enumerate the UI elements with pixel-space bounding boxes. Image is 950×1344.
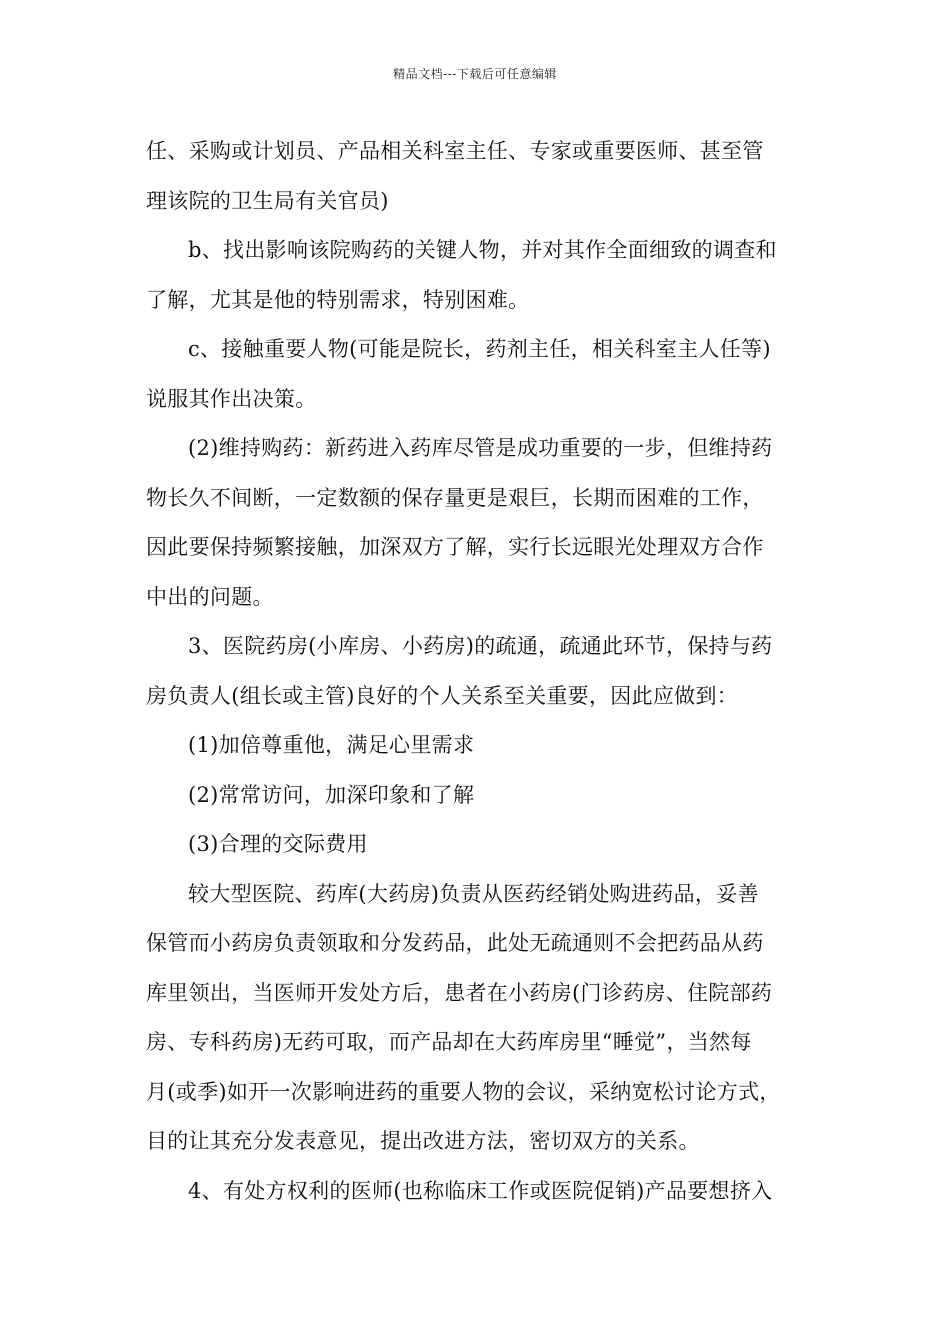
text-line: (3)合理的交际费用 [188, 832, 368, 856]
text-line: (2)维持购药：新药进入药库尽管是成功重要的一步，但维持药 [188, 436, 773, 460]
text-line: 保管而小药房负责领取和分发药品，此处无疏通则不会把药品从药 [146, 931, 764, 955]
text-line: 4、有处方权利的医师(也称临床工作或医院促销)产品要想挤入 [188, 1178, 773, 1203]
document-body [146, 127, 812, 1216]
text-line: 目的让其充分发表意见，提出改进方法，密切双方的关系。 [146, 1129, 700, 1153]
text-line: 房负责人(组长或主管)良好的个人关系至关重要，因此应做到： [146, 683, 739, 708]
text-line: (1)加倍尊重他，满足心里需求 [188, 733, 475, 757]
text-line: 理该院的卫生局有关官员) [146, 188, 389, 213]
text-line: b、找出影响该院购药的关键人物，并对其作全面细致的调查和 [188, 238, 777, 262]
text-line: 任、采购或计划员、产品相关科室主任、专家或重要医师、甚至管 [146, 139, 764, 163]
text-line: 3、医院药房(小库房、小药房)的疏通，疏通此环节，保持与药 [188, 634, 773, 658]
page-header: 精品文档---下载后可任意编辑 [393, 67, 557, 81]
text-line: 物长久不间断，一定数额的保存量更是艰巨，长期而困难的工作， [146, 485, 764, 510]
text-line: c、接触重要人物(可能是院长，药剂主任，相关科室主人任等) [188, 337, 771, 361]
text-line: (2)常常访问，加深印象和了解 [188, 782, 475, 807]
text-line: 库里领出，当医师开发处方后，患者在小药房(门诊药房、住院部药 [146, 980, 773, 1005]
text-line: 了解，尤其是他的特别需求，特别困难。 [146, 287, 530, 312]
text-line: 因此要保持频繁接触，加深双方了解，实行长远眼光处理双方合作 [146, 535, 764, 559]
text-line: 说服其作出决策。 [146, 386, 317, 411]
text-line: 房、专科药房)无药可取，而产品却在大药库房里“睡觉”，当然每 [146, 1030, 752, 1054]
text-line: 月(或季)如开一次影响进药的重要人物的会议，采纳宽松讨论方式， [146, 1079, 781, 1104]
text-line: 较大型医院、药库(大药房)负责从医药经销处购进药品，妥善 [188, 881, 759, 906]
text-line: 中出的问题。 [146, 584, 274, 609]
